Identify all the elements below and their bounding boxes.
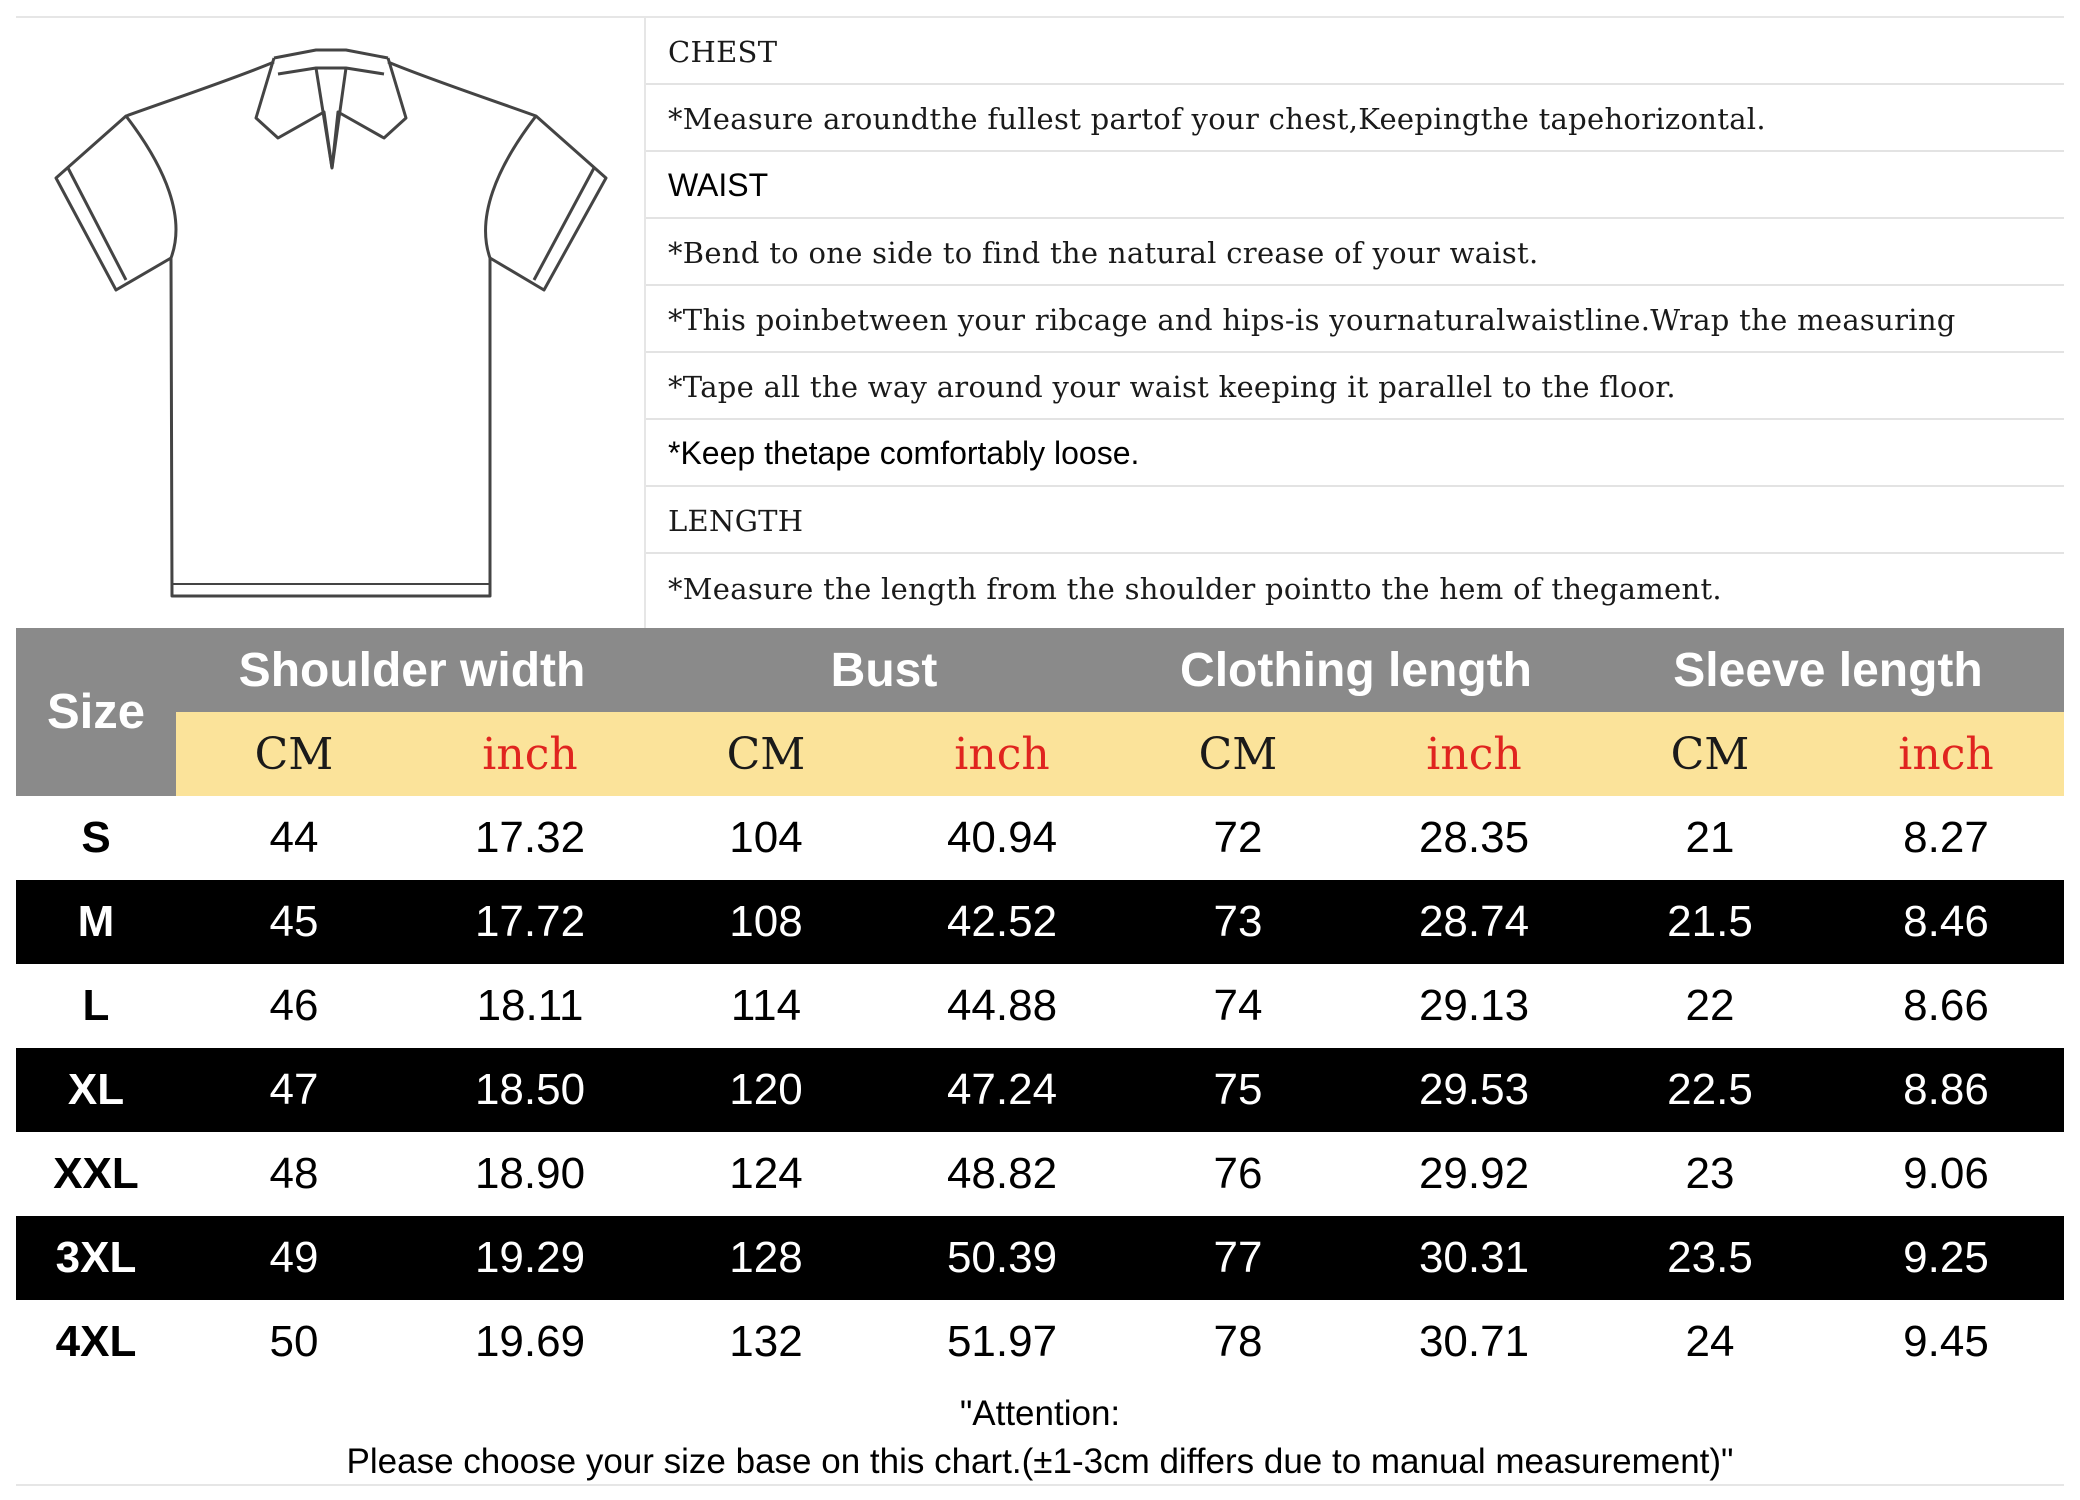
value-cell: 28.74 (1418, 897, 1530, 946)
value-cell: 132 (729, 1317, 803, 1366)
measuring-instructions (646, 18, 2064, 630)
size-cell: S (81, 813, 111, 862)
note-waist-instruction-3: *Tape all the way around your waist keeping it parallel to the floor. (646, 353, 2064, 420)
unit-header-inch: inch (1426, 728, 1522, 780)
size-cell: 4XL (55, 1317, 137, 1366)
unit-header-cm: CM (726, 728, 806, 780)
value-cell: 104 (729, 813, 803, 862)
attention-note (16, 1390, 2064, 1486)
polo-shirt-outline-icon (16, 18, 644, 630)
value-cell: 77 (1213, 1233, 1263, 1282)
value-cell: 29.92 (1418, 1149, 1530, 1198)
value-cell: 51.97 (946, 1317, 1058, 1366)
value-cell: 124 (729, 1149, 803, 1198)
value-cell: 120 (729, 1065, 803, 1114)
size-chart-table (16, 628, 2064, 1376)
value-cell: 22 (1685, 981, 1735, 1030)
unit-header-cm: CM (1670, 728, 1750, 780)
value-cell: 17.72 (474, 897, 586, 946)
value-cell: 8.86 (1903, 1065, 1989, 1114)
value-cell: 19.69 (474, 1317, 586, 1366)
unit-header-cm: CM (254, 728, 334, 780)
unit-header-inch: inch (482, 728, 578, 780)
value-cell: 8.46 (1903, 897, 1989, 946)
note-chest-heading: CHEST (646, 18, 2064, 85)
value-cell: 23 (1685, 1149, 1735, 1198)
table-row (16, 880, 2064, 964)
note-waist-instruction-2: *This poinbetween your ribcage and hips-is yournaturalwaistline.Wrap the measuring (646, 286, 2064, 353)
value-cell: 72 (1213, 813, 1263, 862)
size-cell: XXL (53, 1149, 139, 1198)
size-cell: XL (67, 1065, 125, 1114)
unit-header-inch: inch (1898, 728, 1994, 780)
note-waist-instruction-1: *Bend to one side to find the natural crease of your waist. (646, 219, 2064, 286)
value-cell: 9.45 (1903, 1317, 1989, 1366)
table-row (16, 1300, 2064, 1384)
value-cell: 9.06 (1903, 1149, 1989, 1198)
value-cell: 8.27 (1903, 813, 1989, 862)
value-cell: 73 (1213, 897, 1263, 946)
value-cell: 50 (269, 1317, 319, 1366)
value-cell: 75 (1213, 1065, 1263, 1114)
table-row (16, 1048, 2064, 1132)
value-cell: 28.35 (1418, 813, 1530, 862)
unit-header-cm: CM (1198, 728, 1278, 780)
value-cell: 50.39 (946, 1233, 1058, 1282)
size-header-label: Size (46, 685, 146, 739)
value-cell: 42.52 (946, 897, 1058, 946)
size-cell: 3XL (55, 1233, 137, 1282)
value-cell: 30.31 (1418, 1233, 1530, 1282)
group-header-shoulder-width: Shoulder width (238, 643, 586, 697)
note-length-instruction: *Measure the length from the shoulder pointto the hem of thegament. (668, 571, 1722, 606)
value-cell: 18.90 (474, 1149, 586, 1198)
group-header-clothing-length: Clothing length (1180, 643, 1532, 697)
size-column-header (16, 628, 176, 796)
value-cell: 9.25 (1903, 1233, 1989, 1282)
value-cell: 30.71 (1418, 1317, 1530, 1366)
table-row (16, 1132, 2064, 1216)
size-cell: M (77, 897, 115, 946)
value-cell: 21 (1685, 813, 1735, 862)
value-cell: 48 (269, 1149, 319, 1198)
value-cell: 22.5 (1667, 1065, 1753, 1114)
value-cell: 76 (1213, 1149, 1263, 1198)
value-cell: 44.88 (946, 981, 1058, 1030)
table-row (16, 796, 2064, 880)
value-cell: 23.5 (1667, 1233, 1753, 1282)
size-cell: L (82, 981, 110, 1030)
value-cell: 78 (1213, 1317, 1263, 1366)
table-row (16, 1216, 2064, 1300)
value-cell: 47.24 (946, 1065, 1058, 1114)
note-waist-heading: WAIST (646, 152, 2064, 219)
value-cell: 49 (269, 1233, 319, 1282)
note-chest-instruction: *Measure aroundthe fullest partof your chest,Keepingthe tapehorizontal. (646, 85, 2064, 152)
value-cell: 40.94 (946, 813, 1058, 862)
value-cell: 17.32 (474, 813, 586, 862)
value-cell: 19.29 (474, 1233, 586, 1282)
value-cell: 46 (269, 981, 319, 1030)
value-cell: 45 (269, 897, 319, 946)
value-cell: 29.13 (1418, 981, 1530, 1030)
value-cell: 18.11 (476, 981, 584, 1030)
attention-line-1: "Attention: (959, 1394, 1121, 1433)
note-length-heading: LENGTH (646, 487, 2064, 554)
unit-header-inch: inch (954, 728, 1050, 780)
value-cell: 128 (729, 1233, 803, 1282)
table-body (16, 796, 2064, 1384)
group-header-bust: Bust (830, 643, 938, 697)
value-cell: 18.50 (474, 1065, 586, 1114)
value-cell: 24 (1685, 1317, 1735, 1366)
value-cell: 114 (730, 981, 802, 1030)
value-cell: 108 (729, 897, 803, 946)
value-cell: 21.5 (1667, 897, 1753, 946)
note-waist-instruction-4: *Keep thetape comfortably loose. (646, 420, 2064, 487)
value-cell: 48.82 (946, 1149, 1058, 1198)
value-cell: 8.66 (1903, 981, 1989, 1030)
group-header-sleeve-length: Sleeve length (1673, 643, 1983, 697)
value-cell: 47 (269, 1065, 319, 1114)
table-row (16, 964, 2064, 1048)
shirt-illustration-panel (16, 18, 646, 630)
attention-line-2: Please choose your size base on this chart.(±1-3cm differs due to manual measurement)" (346, 1442, 1734, 1481)
value-cell: 44 (269, 813, 319, 862)
value-cell: 29.53 (1418, 1065, 1530, 1114)
value-cell: 74 (1213, 981, 1263, 1030)
measurement-guide (16, 16, 2064, 630)
